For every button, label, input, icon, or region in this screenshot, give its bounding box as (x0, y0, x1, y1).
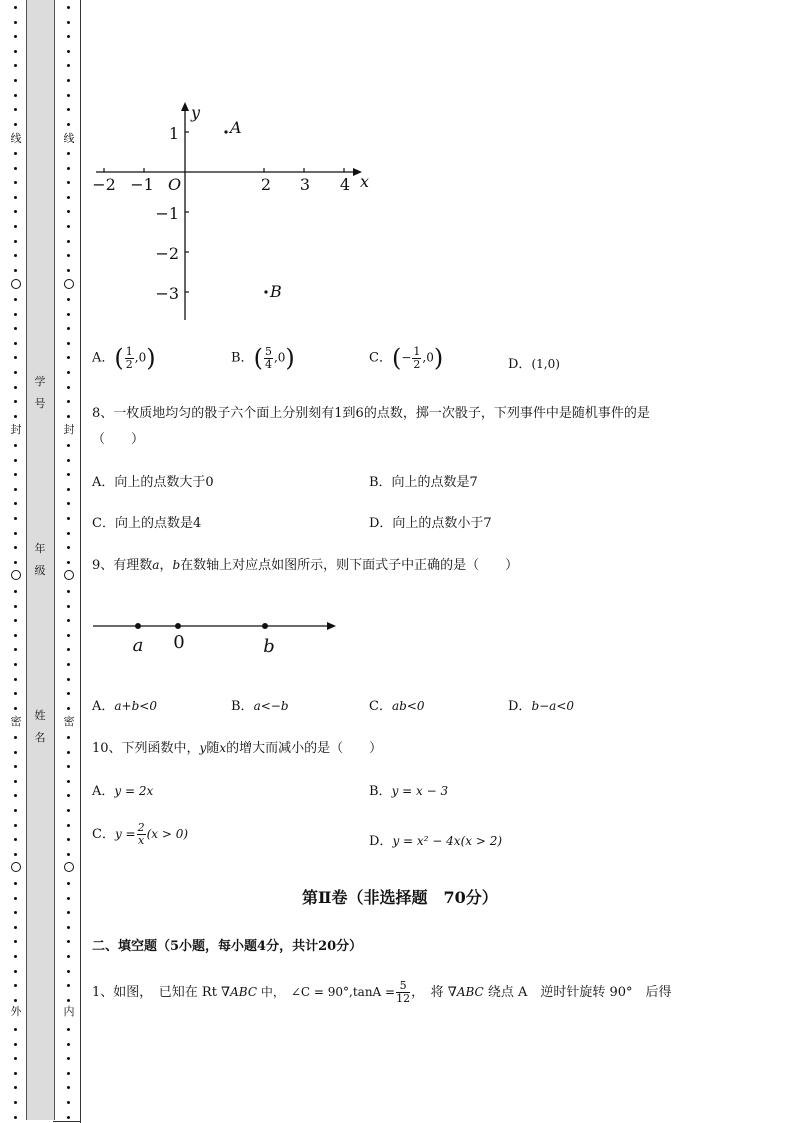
binding-dot (14, 1057, 17, 1060)
number-line-figure (92, 612, 342, 658)
binding-dot (67, 196, 70, 199)
binding-dot (67, 926, 70, 929)
q9-option-c-expr: ab<0 (391, 699, 425, 713)
binding-dot (14, 210, 17, 213)
q10-option-c-denominator: x (138, 834, 145, 847)
binding-dot (14, 94, 17, 97)
binding-dot (14, 1086, 17, 1089)
q10-option-a[interactable] (92, 780, 153, 799)
binding-dot (67, 546, 70, 549)
binding-dot (67, 838, 70, 841)
fill-q1-pre: 1、如图， 已知在 Rt ∇ (92, 985, 231, 1000)
binding-dot (14, 108, 17, 111)
x-tick-label-4: 4 (339, 175, 351, 194)
binding-dot (14, 605, 17, 608)
q10-option-b-expr: y = x − 3 (391, 784, 449, 798)
binding-dot (14, 123, 17, 126)
q7-option-a-letter: A． (92, 350, 115, 366)
margin-rule (80, 0, 81, 1123)
point-a-dot (135, 623, 141, 629)
point-a-marker (224, 130, 227, 133)
binding-dot (67, 794, 70, 797)
binding-dot (67, 765, 70, 768)
fill-in-heading: 二、填空题（5小题，每小题4分，共计20分） (92, 939, 363, 954)
seal-ring-right-2 (64, 570, 74, 580)
student-field-char: 名 (34, 731, 46, 744)
binding-dot (67, 882, 70, 885)
fill-q1-triangle-2: ABC (456, 985, 484, 999)
binding-dot (67, 488, 70, 491)
y-axis-label: y (191, 103, 201, 122)
binding-dot (67, 415, 70, 418)
binding-dot (67, 327, 70, 330)
binding-dot (67, 313, 70, 316)
point-b-dot (262, 623, 268, 629)
number-line-label-b: b (263, 636, 275, 657)
binding-dot (67, 955, 70, 958)
binding-dot (14, 546, 17, 549)
binding-dot (14, 619, 17, 622)
binding-dot (67, 167, 70, 170)
binding-dot (67, 79, 70, 82)
binding-dot (14, 35, 17, 38)
binding-dot (67, 911, 70, 914)
section-2-title: 第Ⅱ卷（非选择题 70分） (302, 888, 498, 907)
binding-dot (67, 999, 70, 1002)
binding-dot (67, 94, 70, 97)
q7-option-b-numerator: 5 (264, 344, 272, 358)
point-b-label: B (270, 282, 282, 301)
binding-dot (14, 196, 17, 199)
binding-dot (67, 984, 70, 987)
q10-option-b-letter: B． (369, 784, 392, 799)
seal-mark-right-line: 线 (63, 132, 75, 145)
binding-dot (67, 6, 70, 9)
q9-stem-part2: 在数轴上对应点如图所示，则下面式子中正确的是（ ） (180, 558, 519, 573)
q10-stem-part3: 的增大而减小的是（ ） (226, 741, 383, 756)
number-line-label-zero: 0 (173, 632, 185, 653)
seal-ring-right-1 (64, 279, 74, 289)
binding-dot (14, 167, 17, 170)
binding-dot (14, 1072, 17, 1075)
binding-dot (14, 64, 17, 67)
binding-dot (67, 1043, 70, 1046)
binding-dot (14, 254, 17, 257)
seal-mark-right-inner: 内 (63, 1005, 75, 1018)
binding-dot (14, 634, 17, 637)
binding-dot (14, 473, 17, 476)
binding-dot (14, 780, 17, 783)
binding-dot (67, 634, 70, 637)
binding-dot (67, 108, 70, 111)
binding-dot (14, 6, 17, 9)
q8-option-c[interactable]: C．向上的点数是4 (92, 516, 202, 531)
fill-q1-denominator: 12 (396, 992, 411, 1005)
binding-dot (67, 444, 70, 447)
binding-dot (14, 444, 17, 447)
binding-dot (67, 459, 70, 462)
q10-option-d-letter: D． (369, 834, 393, 849)
binding-dot (14, 809, 17, 812)
binding-dot (67, 400, 70, 403)
binding-dot (14, 152, 17, 155)
binding-dot (67, 342, 70, 345)
binding-dot (14, 940, 17, 943)
point-b-marker (264, 290, 267, 293)
binding-dot (14, 663, 17, 666)
q10-stem-part1: 10、下列函数中， (92, 741, 200, 756)
binding-dot (67, 648, 70, 651)
binding-dot (67, 152, 70, 155)
binding-dot (14, 298, 17, 301)
q7-option-d[interactable] (508, 353, 560, 372)
binding-dot (14, 1101, 17, 1104)
margin-bottom-rule (53, 1121, 81, 1122)
q8-stem: 8、一枚质地均匀的骰子六个面上分别刻有1到6的点数，掷一次骰子，下列事件中是随机事件的是 (92, 406, 650, 421)
q10-option-c[interactable] (92, 822, 188, 847)
binding-dot (67, 298, 70, 301)
binding-dot (67, 736, 70, 739)
binding-dot (14, 371, 17, 374)
q10-option-c-lhs: y = (114, 827, 136, 841)
binding-dot (14, 590, 17, 593)
binding-dot (67, 824, 70, 827)
binding-dot (67, 940, 70, 943)
y-axis-arrow (181, 102, 189, 111)
number-line-label-a: a (132, 635, 144, 656)
y-tick-label-neg2: −2 (155, 244, 179, 263)
binding-dot (67, 1057, 70, 1060)
binding-dot (67, 532, 70, 535)
binding-dot (67, 254, 70, 257)
binding-dot (14, 1116, 17, 1119)
binding-dot (14, 502, 17, 505)
binding-dot (67, 1116, 70, 1119)
binding-margin (0, 0, 84, 1123)
q10-var-y: y (199, 741, 207, 755)
binding-dot (67, 517, 70, 520)
binding-dot (14, 736, 17, 739)
y-tick-label-neg3: −3 (155, 284, 179, 303)
q7-option-b-denominator: 4 (264, 357, 272, 371)
binding-dot (14, 342, 17, 345)
binding-dot (67, 853, 70, 856)
coordinate-figure (92, 96, 382, 328)
q10-option-d-expr: y = x² − 4x(x > 2) (392, 834, 503, 848)
student-field-char: 学 (34, 375, 46, 388)
binding-dot (14, 356, 17, 359)
binding-dot (14, 459, 17, 462)
q9-option-b-expr: a<−b (253, 699, 289, 713)
binding-dot (14, 386, 17, 389)
x-axis-label: x (360, 172, 370, 191)
binding-dot (14, 648, 17, 651)
origin-label: O (168, 175, 182, 194)
binding-dot (14, 999, 17, 1002)
binding-dot (14, 692, 17, 695)
binding-dot (67, 123, 70, 126)
q9-stem (92, 554, 518, 573)
binding-dot (67, 64, 70, 67)
seal-mark-left-outer: 外 (10, 1005, 22, 1018)
point-a-label: A (230, 118, 242, 137)
binding-dot (67, 663, 70, 666)
x-tick-label-3: 3 (299, 175, 311, 194)
seal-mark-right-secret: 密 (63, 715, 75, 728)
binding-dot (14, 970, 17, 973)
binding-dot (14, 225, 17, 228)
binding-dot (14, 911, 17, 914)
binding-dot (14, 751, 17, 754)
binding-dot (67, 678, 70, 681)
seal-mark-left-line: 线 (10, 132, 22, 145)
fill-q1-stem (92, 980, 672, 1005)
binding-dot (67, 707, 70, 710)
y-tick-label-1: 1 (168, 124, 179, 143)
q9-option-d-letter: D． (508, 699, 532, 714)
binding-dot (67, 269, 70, 272)
binding-dot (67, 210, 70, 213)
binding-dot (67, 356, 70, 359)
q10-option-c-letter: C． (92, 827, 115, 842)
q10-option-b[interactable] (369, 780, 448, 799)
q10-option-c-numerator: 2 (137, 821, 145, 834)
binding-dot (67, 473, 70, 476)
q7-option-c-denominator: 2 (413, 357, 421, 371)
binding-column (26, 0, 55, 1120)
binding-dot (67, 692, 70, 695)
seal-ring-right-3 (64, 862, 74, 872)
binding-dot (67, 35, 70, 38)
binding-dot (14, 707, 17, 710)
fill-q1-post: ， 将 ∇ (411, 985, 457, 1000)
binding-dot (14, 838, 17, 841)
binding-dot (14, 882, 17, 885)
binding-dot (14, 327, 17, 330)
q10-stem (92, 737, 382, 756)
q7-option-d-value: (1,0) (531, 357, 560, 371)
q10-var-x: x (219, 741, 227, 755)
q9-option-b-letter: B． (231, 699, 254, 714)
binding-dot (67, 502, 70, 505)
seal-ring-left-3 (11, 862, 21, 872)
y-tick-label-neg1: −1 (155, 204, 179, 223)
seal-mark-right-seal: 封 (63, 423, 75, 436)
binding-dot (67, 225, 70, 228)
q9-option-b[interactable] (231, 695, 289, 714)
q8-option-b[interactable]: B．向上的点数是7 (369, 475, 478, 490)
q7-option-c-letter: C． (369, 350, 392, 366)
binding-dot (67, 1028, 70, 1031)
binding-dot (14, 897, 17, 900)
seal-ring-left-1 (11, 279, 21, 289)
binding-dot (67, 386, 70, 389)
binding-dot (67, 1072, 70, 1075)
exam-page-content (92, 0, 752, 1123)
x-tick-label-neg1: −1 (130, 175, 154, 194)
binding-dot (14, 532, 17, 535)
q10-option-a-letter: A． (92, 784, 115, 799)
q9-option-c[interactable] (369, 695, 424, 714)
q10-stem-part2: 随 (206, 741, 220, 756)
q7-option-c-sign: − (401, 350, 412, 365)
x-tick-label-neg2: −2 (92, 175, 116, 194)
q7-option-a-tail: ,0 (134, 350, 147, 365)
number-line-arrow (327, 622, 336, 630)
point-zero-dot (175, 623, 181, 629)
binding-dot (14, 1043, 17, 1046)
binding-dot (67, 751, 70, 754)
q9-option-a-letter: A． (92, 699, 115, 714)
binding-dot (67, 780, 70, 783)
binding-dot (67, 970, 70, 973)
binding-dot (14, 955, 17, 958)
binding-dot (67, 809, 70, 812)
binding-dot (67, 50, 70, 53)
student-field-char: 号 (34, 397, 46, 410)
binding-dot (67, 897, 70, 900)
binding-dot (14, 824, 17, 827)
fill-q1-numerator: 5 (396, 980, 410, 993)
q9-option-c-letter: C． (369, 699, 392, 714)
fill-q1-end: 绕点 A 逆时针旋转 90° 后得 (483, 985, 672, 1000)
binding-dot (67, 181, 70, 184)
q9-option-a-expr: a+b<0 (114, 699, 157, 713)
binding-dot (67, 1101, 70, 1104)
q9-option-d-expr: b−a<0 (531, 699, 575, 713)
q10-option-d[interactable] (369, 830, 502, 849)
q7-option-c[interactable]: C．(− $\frac{1}{2}$ ,0) (369, 344, 444, 372)
binding-dot (14, 561, 17, 564)
binding-dot (67, 21, 70, 24)
q7-option-b[interactable]: B．( $\frac{5}{4}$ ,0) (231, 344, 295, 372)
q7-option-b-tail: ,0 (273, 350, 286, 365)
q7-option-a[interactable]: A．( $\frac{1}{2}$ ,0) (92, 344, 156, 372)
student-field-char: 级 (34, 564, 46, 577)
fill-q1-triangle-1: ABC (230, 985, 258, 999)
student-field-char: 姓 (34, 709, 46, 722)
binding-dot (14, 240, 17, 243)
q8-answer-blank: （ ） (92, 432, 145, 447)
binding-dot (14, 313, 17, 316)
binding-dot (14, 21, 17, 24)
q9-var-a: a (152, 558, 160, 572)
binding-dot (67, 1086, 70, 1089)
binding-dot (14, 488, 17, 491)
binding-dot (14, 415, 17, 418)
q9-var-b: b (172, 558, 181, 572)
binding-dot (14, 984, 17, 987)
student-field-char: 年 (34, 542, 46, 555)
binding-dot (67, 240, 70, 243)
binding-dot (14, 794, 17, 797)
q9-stem-sep: ， (159, 558, 173, 573)
seal-ring-left-2 (11, 570, 21, 580)
binding-dot (14, 1028, 17, 1031)
q7-option-a-denominator: 2 (125, 357, 133, 371)
q10-option-c-tail: (x > 0) (146, 827, 189, 841)
x-tick-label-2: 2 (260, 175, 272, 194)
binding-dot (14, 269, 17, 272)
binding-dot (67, 619, 70, 622)
binding-dot (14, 926, 17, 929)
q7-option-c-numerator: 1 (413, 344, 421, 358)
binding-dot (14, 400, 17, 403)
q7-option-b-letter: B． (231, 350, 254, 366)
q7-option-a-numerator: 1 (125, 344, 133, 358)
binding-dot (14, 79, 17, 82)
binding-dot (14, 678, 17, 681)
binding-dot (14, 517, 17, 520)
binding-dot (67, 605, 70, 608)
binding-dot (67, 371, 70, 374)
binding-dot (67, 590, 70, 593)
q7-option-d-letter: D． (508, 357, 532, 372)
q8-option-d[interactable]: D．向上的点数小于7 (369, 516, 492, 531)
binding-dot (14, 181, 17, 184)
binding-dot (14, 765, 17, 768)
q7-option-c-tail: ,0 (422, 350, 434, 365)
binding-dot (14, 853, 17, 856)
q9-stem-part1: 9、有理数 (92, 558, 153, 573)
q9-option-a[interactable] (92, 695, 157, 714)
seal-mark-left-secret: 密 (10, 715, 22, 728)
q8-option-a[interactable]: A．向上的点数大于0 (92, 475, 214, 490)
q9-option-d[interactable] (508, 695, 574, 714)
binding-dot (67, 561, 70, 564)
seal-mark-left-seal: 封 (10, 423, 22, 436)
q10-option-a-expr: y = 2x (114, 784, 154, 798)
fill-q1-mid: 中， ∠C = 90°,tanA = (257, 985, 396, 999)
binding-dot (14, 50, 17, 53)
